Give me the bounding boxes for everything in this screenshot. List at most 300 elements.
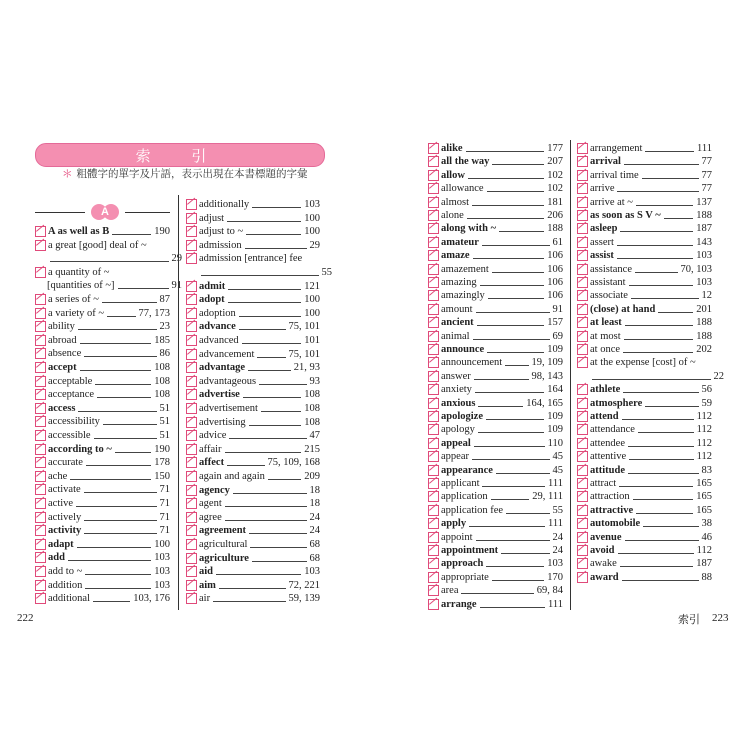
entry-pages: 56 bbox=[701, 384, 712, 396]
entry-term: at most bbox=[590, 330, 621, 342]
page-number: 222 bbox=[17, 612, 34, 624]
index-entry bbox=[428, 477, 563, 490]
leader-line bbox=[482, 245, 550, 246]
entry-term: additionally bbox=[199, 199, 250, 210]
leader-line bbox=[70, 479, 151, 480]
entry-term: amazing bbox=[441, 277, 477, 288]
leader-line bbox=[76, 506, 156, 507]
entry-pages: 88 bbox=[701, 571, 712, 583]
entry-pages: 71 bbox=[159, 484, 170, 496]
entry-pages: 109 bbox=[547, 411, 563, 422]
index-entry bbox=[35, 293, 170, 306]
checkbox-icon bbox=[577, 170, 588, 181]
leader-line bbox=[488, 298, 545, 299]
leader-line bbox=[619, 486, 693, 487]
leader-line bbox=[473, 339, 550, 340]
leader-line bbox=[476, 312, 550, 313]
entry-term: aim bbox=[199, 579, 216, 591]
entry-pages: 187 bbox=[696, 558, 712, 570]
index-entry bbox=[428, 263, 563, 276]
checkbox-icon bbox=[428, 183, 439, 194]
checkbox-icon bbox=[577, 183, 588, 194]
checkbox-icon bbox=[186, 253, 197, 264]
index-entry bbox=[35, 497, 170, 510]
checkbox-icon bbox=[428, 465, 439, 476]
entry-pages: 106 bbox=[547, 290, 563, 302]
entry-term: advertise bbox=[199, 389, 240, 401]
checkbox-icon bbox=[186, 321, 197, 332]
leader-line bbox=[250, 547, 306, 548]
leader-line bbox=[85, 588, 151, 589]
checkbox-icon bbox=[35, 376, 46, 387]
leader-line bbox=[467, 218, 545, 219]
entry-pages: 103 bbox=[154, 566, 170, 577]
checkbox-icon bbox=[577, 478, 588, 489]
entry-term: allow bbox=[441, 169, 465, 181]
leader-line bbox=[257, 357, 285, 358]
entry-pages: 87 bbox=[159, 294, 170, 305]
entry-term: actively bbox=[48, 511, 82, 523]
entry-pages: 93 bbox=[309, 375, 320, 387]
leader-line bbox=[252, 207, 301, 208]
entry-term: animal bbox=[441, 330, 470, 342]
index-entry bbox=[428, 182, 563, 195]
index-entry bbox=[577, 276, 712, 289]
checkbox-icon bbox=[35, 552, 46, 563]
index-entry bbox=[35, 443, 170, 456]
entry-term: anxious bbox=[441, 397, 476, 409]
checkbox-icon bbox=[577, 290, 588, 301]
leader-line bbox=[480, 607, 545, 608]
leader-line bbox=[592, 379, 711, 380]
entry-term: alike bbox=[441, 143, 463, 154]
leader-line bbox=[97, 397, 151, 398]
entry-pages: 112 bbox=[696, 424, 712, 436]
entry-term: announce bbox=[441, 344, 485, 355]
entry-term: advertisement bbox=[199, 403, 258, 414]
entry-pages: 72, 221 bbox=[288, 579, 320, 591]
index-entry bbox=[186, 239, 320, 252]
entry-term: associate bbox=[590, 290, 628, 302]
entry-term: application bbox=[441, 491, 488, 503]
checkbox-icon bbox=[35, 335, 46, 346]
index-entry bbox=[577, 316, 712, 329]
entry-term: arrive bbox=[590, 183, 615, 195]
checkbox-icon bbox=[577, 264, 588, 275]
entry-pages: 157 bbox=[547, 317, 563, 329]
checkbox-icon bbox=[577, 357, 588, 368]
entry-pages: 137 bbox=[696, 196, 712, 208]
entry-pages: 109 bbox=[547, 424, 563, 436]
entry-term: appear bbox=[441, 451, 469, 463]
entry-term: at the expense [cost] of ~ bbox=[590, 357, 696, 369]
checkbox-icon bbox=[186, 444, 197, 455]
index-entry bbox=[186, 497, 320, 510]
leader-line bbox=[636, 205, 693, 206]
checkbox-icon bbox=[428, 357, 439, 368]
entry-term: admission [entrance] fee bbox=[199, 253, 303, 265]
entry-pages: 83 bbox=[701, 464, 712, 476]
entry-term: assistant bbox=[590, 277, 626, 288]
index-entry bbox=[577, 477, 712, 490]
entry-pages: 106 bbox=[547, 277, 563, 288]
entry-pages: 47 bbox=[309, 430, 320, 442]
entry-pages: 164 bbox=[547, 384, 563, 396]
entry-term: almost bbox=[441, 196, 469, 208]
entry-term: arrival bbox=[590, 156, 621, 168]
checkbox-icon bbox=[186, 593, 197, 604]
entry-pages: 187 bbox=[696, 223, 712, 235]
entry-term: appoint bbox=[441, 531, 473, 543]
index-title: 索 引 bbox=[35, 143, 325, 167]
index-entry bbox=[577, 370, 724, 383]
leader-line bbox=[243, 397, 301, 398]
leader-line bbox=[227, 465, 264, 466]
letter-badge bbox=[89, 204, 121, 220]
entry-pages: 100 bbox=[304, 307, 320, 319]
index-entry bbox=[577, 196, 712, 209]
index-entry bbox=[577, 410, 712, 423]
entry-term: activate bbox=[48, 484, 81, 496]
entry-term: assert bbox=[590, 236, 614, 248]
entry-term: accessible bbox=[48, 430, 91, 441]
leader-line bbox=[625, 325, 693, 326]
leader-line bbox=[658, 312, 693, 313]
leader-line bbox=[476, 540, 550, 541]
index-entry bbox=[186, 429, 320, 442]
checkbox-icon bbox=[428, 371, 439, 382]
entry-pages: 178 bbox=[154, 457, 170, 469]
index-entry bbox=[186, 361, 320, 374]
checkbox-icon bbox=[577, 465, 588, 476]
entry-pages: 108 bbox=[154, 362, 170, 373]
leader-line bbox=[227, 221, 301, 222]
index-entry bbox=[186, 198, 320, 211]
index-entry bbox=[186, 252, 320, 265]
index-entry bbox=[428, 222, 563, 235]
checkbox-icon bbox=[35, 484, 46, 495]
index-entry bbox=[186, 456, 320, 469]
checkbox-icon bbox=[35, 539, 46, 550]
leader-line bbox=[625, 540, 699, 541]
leader-line bbox=[94, 438, 157, 439]
index-entry bbox=[428, 343, 563, 356]
entry-term: apology bbox=[441, 424, 475, 436]
checkbox-icon bbox=[35, 321, 46, 332]
leader-line bbox=[77, 547, 152, 548]
checkbox-icon bbox=[35, 471, 46, 482]
entry-pages: 77 bbox=[701, 156, 712, 168]
entry-pages: 108 bbox=[154, 375, 170, 387]
entry-term: agriculture bbox=[199, 552, 249, 564]
entry-pages: 100 bbox=[304, 226, 320, 238]
entry-term: at once bbox=[590, 344, 621, 355]
index-entry bbox=[35, 565, 170, 578]
checkbox-icon bbox=[428, 505, 439, 516]
checkbox-icon bbox=[577, 518, 588, 529]
entry-term: absence bbox=[48, 348, 82, 360]
index-entry bbox=[577, 343, 712, 356]
entry-term: as soon as S V ~ bbox=[590, 210, 661, 221]
index-entry bbox=[186, 348, 320, 361]
checkbox-icon bbox=[428, 585, 439, 596]
index-entry bbox=[428, 303, 563, 316]
checkbox-icon bbox=[577, 210, 588, 221]
index-entry bbox=[186, 484, 320, 497]
leader-line bbox=[472, 459, 550, 460]
entry-pages: 112 bbox=[696, 545, 712, 556]
index-entry bbox=[428, 316, 563, 329]
entry-term: add to ~ bbox=[48, 566, 83, 577]
checkbox-icon bbox=[577, 237, 588, 248]
index-entry bbox=[35, 551, 170, 564]
checkbox-icon bbox=[35, 240, 46, 251]
checkbox-icon bbox=[35, 403, 46, 414]
checkbox-icon bbox=[35, 444, 46, 455]
entry-pages: 170 bbox=[547, 571, 563, 583]
leader-line bbox=[620, 566, 693, 567]
leader-line bbox=[68, 560, 151, 561]
index-entry bbox=[428, 276, 563, 289]
leader-line bbox=[78, 329, 157, 330]
leader-line bbox=[617, 191, 698, 192]
leader-line bbox=[118, 288, 169, 289]
leader-line bbox=[225, 506, 307, 507]
index-entry bbox=[35, 402, 170, 415]
checkbox-icon bbox=[428, 331, 439, 342]
checkbox-icon bbox=[186, 566, 197, 577]
checkbox-icon bbox=[186, 498, 197, 509]
entry-pages: 59, 139 bbox=[288, 593, 320, 605]
leader-line bbox=[617, 245, 693, 246]
entry-term: addition bbox=[48, 579, 83, 591]
checkbox-icon bbox=[186, 512, 197, 523]
checkbox-icon bbox=[428, 344, 439, 355]
leader-line bbox=[623, 392, 698, 393]
leader-line bbox=[620, 231, 693, 232]
index-entry bbox=[428, 437, 563, 450]
entry-pages: 112 bbox=[696, 437, 712, 449]
leader-line bbox=[466, 151, 545, 152]
checkbox-icon bbox=[428, 478, 439, 489]
entry-pages: 121 bbox=[304, 280, 320, 292]
entry-term: advancement bbox=[199, 348, 255, 360]
checkbox-icon bbox=[428, 237, 439, 248]
entry-term: attractive bbox=[590, 504, 634, 516]
entry-term: active bbox=[48, 498, 74, 509]
entry-pages: 110 bbox=[547, 437, 563, 449]
leader-line bbox=[492, 164, 544, 165]
checkbox-icon bbox=[186, 471, 197, 482]
divider bbox=[35, 212, 85, 213]
entry-pages: 55 bbox=[552, 504, 563, 516]
right-page bbox=[375, 0, 750, 750]
checkbox-icon bbox=[186, 226, 197, 237]
index-entry bbox=[428, 450, 563, 463]
entry-term: assist bbox=[590, 250, 614, 262]
entry-pages: 108 bbox=[304, 389, 320, 401]
entry-pages: 103 bbox=[304, 566, 320, 578]
leader-line bbox=[643, 526, 698, 527]
checkbox-icon bbox=[186, 430, 197, 441]
entry-pages: 29 bbox=[309, 239, 320, 251]
leader-line bbox=[468, 178, 544, 179]
index-entry bbox=[35, 320, 170, 333]
index-entry bbox=[35, 239, 170, 252]
index-entry bbox=[186, 565, 320, 578]
entry-pages: 188 bbox=[696, 330, 712, 342]
index-entry bbox=[35, 415, 170, 428]
index-entry bbox=[35, 279, 182, 292]
leader-line bbox=[645, 406, 698, 407]
entry-pages: 111 bbox=[548, 598, 563, 610]
checkbox-icon bbox=[428, 384, 439, 395]
checkbox-icon bbox=[577, 344, 588, 355]
leader-line bbox=[112, 234, 151, 235]
index-entry bbox=[577, 303, 712, 316]
entry-term: at least bbox=[590, 317, 622, 329]
leader-line bbox=[486, 419, 544, 420]
index-entry bbox=[186, 307, 320, 320]
index-entry bbox=[428, 504, 563, 517]
entry-term: (close) at hand bbox=[590, 303, 656, 315]
checkbox-icon bbox=[577, 438, 588, 449]
entry-pages: 101 bbox=[304, 335, 320, 346]
checkbox-icon bbox=[577, 331, 588, 342]
leader-line bbox=[225, 520, 307, 521]
entry-pages: 188 bbox=[696, 210, 712, 221]
entry-pages: 106 bbox=[547, 263, 563, 275]
entry-term: atmosphere bbox=[590, 397, 643, 409]
leader-line bbox=[492, 272, 544, 273]
checkbox-icon bbox=[428, 250, 439, 261]
checkbox-icon bbox=[35, 498, 46, 509]
entry-term: attentive bbox=[590, 451, 627, 463]
leader-line bbox=[629, 285, 694, 286]
leader-line bbox=[631, 298, 699, 299]
entry-pages: 164, 165 bbox=[526, 397, 563, 409]
entry-pages: 206 bbox=[547, 210, 563, 221]
entry-pages: 100 bbox=[154, 538, 170, 550]
leader-line bbox=[492, 580, 544, 581]
leader-line bbox=[228, 302, 302, 303]
index-entry bbox=[35, 347, 170, 360]
entry-pages: 75, 101 bbox=[288, 321, 320, 333]
leader-line bbox=[228, 289, 301, 290]
index-entry bbox=[186, 320, 320, 333]
leader-line bbox=[201, 275, 319, 276]
checkbox-icon bbox=[428, 277, 439, 288]
checkbox-icon bbox=[186, 308, 197, 319]
entry-pages: 202 bbox=[696, 344, 712, 355]
leader-line bbox=[80, 343, 152, 344]
entry-term: award bbox=[590, 571, 619, 583]
leader-line bbox=[115, 452, 151, 453]
checkbox-icon bbox=[428, 210, 439, 221]
checkbox-icon bbox=[35, 389, 46, 400]
leader-line bbox=[491, 499, 530, 500]
checkbox-icon bbox=[577, 491, 588, 502]
leader-line bbox=[229, 438, 306, 439]
entry-pages: 177 bbox=[547, 143, 563, 154]
leader-line bbox=[487, 191, 545, 192]
entry-pages: 51 bbox=[159, 402, 170, 414]
entry-pages: 69, 84 bbox=[536, 585, 563, 597]
index-entry bbox=[428, 410, 563, 423]
entry-pages: 91 bbox=[552, 303, 563, 315]
entry-pages: 103 bbox=[696, 250, 712, 262]
entry-pages: 108 bbox=[304, 403, 320, 414]
leader-line bbox=[107, 316, 135, 317]
leader-line bbox=[486, 566, 544, 567]
checkbox-icon bbox=[428, 491, 439, 502]
leader-line bbox=[624, 164, 699, 165]
entry-pages: 59 bbox=[701, 397, 712, 409]
entry-pages: 71 bbox=[159, 498, 170, 509]
entry-pages: 51 bbox=[159, 430, 170, 441]
entry-term: ability bbox=[48, 321, 75, 333]
checkbox-icon bbox=[186, 485, 197, 496]
checkbox-icon bbox=[186, 349, 197, 360]
entry-pages: 143 bbox=[696, 236, 712, 248]
entry-pages: 102 bbox=[547, 183, 563, 195]
checkbox-icon bbox=[186, 335, 197, 346]
checkbox-icon bbox=[428, 558, 439, 569]
entry-pages: 29, 111 bbox=[532, 491, 563, 503]
entry-term: attitude bbox=[590, 464, 625, 476]
leader-line bbox=[78, 411, 156, 412]
checkbox-icon bbox=[577, 304, 588, 315]
leader-line bbox=[84, 356, 156, 357]
entry-term: amateur bbox=[441, 236, 479, 248]
entry-term: abroad bbox=[48, 334, 77, 346]
leader-line bbox=[239, 316, 302, 317]
index-entry bbox=[35, 592, 170, 605]
leader-line bbox=[480, 285, 545, 286]
checkbox-icon bbox=[35, 226, 46, 237]
entry-term: acceptable bbox=[48, 375, 93, 387]
index-entry bbox=[577, 263, 712, 276]
entry-term: affair bbox=[199, 443, 222, 455]
checkbox-icon bbox=[428, 264, 439, 275]
entry-pages: 207 bbox=[547, 156, 563, 168]
entry-pages: 209 bbox=[304, 471, 320, 482]
entry-term: affect bbox=[199, 457, 225, 469]
checkbox-icon bbox=[577, 317, 588, 328]
section-letter: A bbox=[101, 206, 109, 218]
index-entry bbox=[186, 280, 320, 293]
entry-term: agent bbox=[199, 498, 222, 510]
entry-term: announcement bbox=[441, 357, 503, 369]
entry-pages: 103 bbox=[696, 277, 712, 288]
entry-pages: 91 bbox=[171, 280, 182, 292]
entry-term: arrival time bbox=[590, 169, 639, 181]
checkbox-icon bbox=[186, 376, 197, 387]
entry-pages: 181 bbox=[547, 196, 563, 208]
checkbox-icon bbox=[186, 580, 197, 591]
entry-term: adoption bbox=[199, 307, 236, 319]
leader-line bbox=[505, 365, 528, 366]
index-entry bbox=[186, 212, 320, 225]
index-entry bbox=[577, 236, 712, 249]
entry-term: amount bbox=[441, 303, 473, 315]
leader-line bbox=[501, 553, 549, 554]
checkbox-icon bbox=[186, 240, 197, 251]
entry-pages: 22 bbox=[713, 370, 724, 382]
index-entry bbox=[577, 289, 712, 302]
index-entry bbox=[428, 236, 563, 249]
leader-line bbox=[259, 384, 306, 385]
